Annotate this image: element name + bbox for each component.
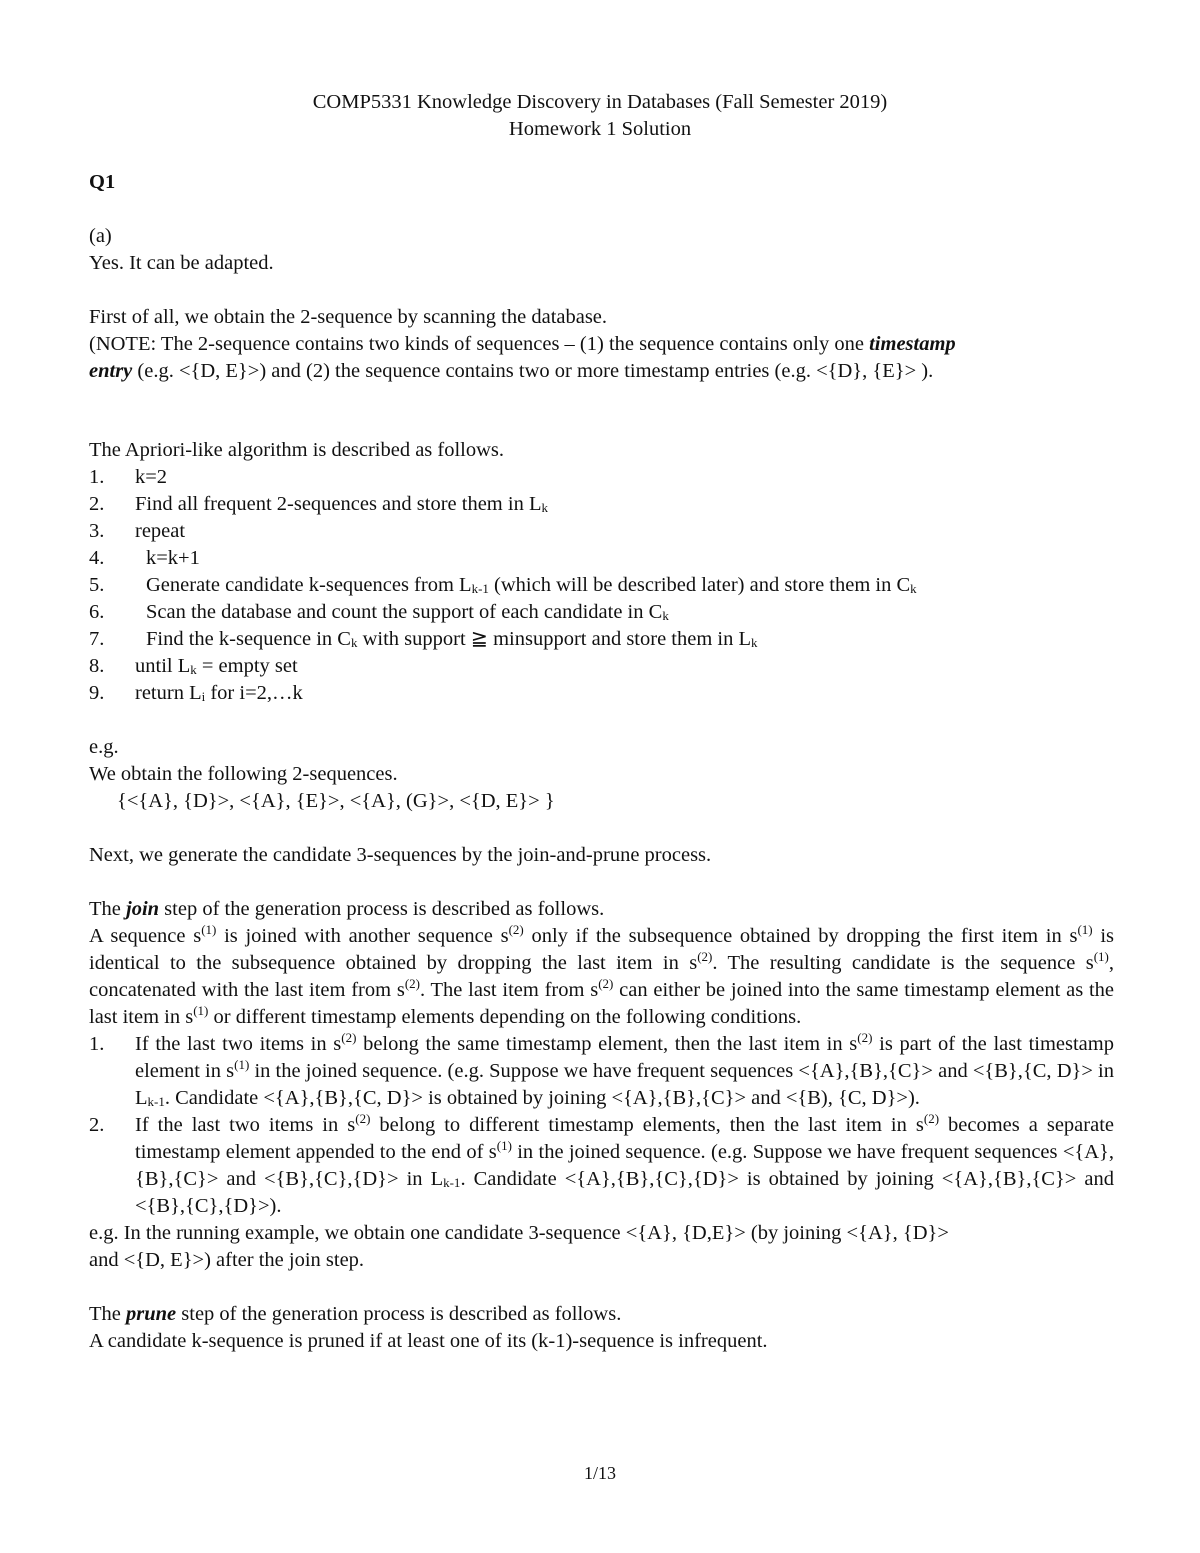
algorithm-step: 9. return $L_i$ for i=2,…k [89,682,303,704]
algorithm-step: 7. Find the k-sequence in $C_k$ with support ≧ minsupport and store them in $L_k$ [89,628,758,650]
note-paragraph-line-2: entry (e.g. <{D, E}>) and (2) the sequence contains two or more timestamp entries (e.g. <{D}, {E}> ). [89,360,934,382]
join-example-line-2: and <{D, E}>) after the join step. [89,1249,365,1271]
intro-paragraph: First of all, we obtain the 2-sequence by scanning the database. [89,306,608,328]
page-number: 1/13 [583,1463,616,1483]
join-heading: The join step of the generation process is described as follows. [89,898,605,920]
algorithm-step: 8. until $L_k$ = empty set [89,655,298,677]
answer-text: Yes. It can be adapted. [89,252,274,274]
document-header [0,89,1200,143]
algorithm-step: 6. Scan the database and count the support of each candidate in $C_k$ [89,601,669,623]
question-label: Q1 [89,171,116,193]
note-paragraph-line-1: (NOTE: The 2-sequence contains two kinds of sequences – (1) the sequence contains only one timestamp [89,333,956,355]
algorithm-steps [89,464,1114,707]
algorithm-step: 1. k=2 [89,466,168,488]
algorithm-intro: The Apriori-like algorithm is described as follows. [89,439,505,461]
document-title: COMP5331 Knowledge Discovery in Databases (Fall Semester 2019) [312,91,888,113]
algorithm-step: 5. Generate candidate k-sequences from $L_{k-1}$ (which will be described later) and store them in $C_k$ [89,574,917,596]
example-label: e.g. [89,736,119,758]
algorithm-step: 3. repeat [89,520,186,542]
join-example-line-1: e.g. In the running example, we obtain one candidate 3-sequence <{A}, {D,E}> (by joining <{A}, {D}> [89,1222,949,1244]
algorithm-step: 4. k=k+1 [89,547,200,569]
algorithm-step: 2. Find all frequent 2-sequences and store them in $L_k$ [89,493,548,515]
document-subtitle: Homework 1 Solution [508,118,692,140]
example-sequence-set: {<{A}, {D}>, <{A}, {E}>, <{A}, (G}>, <{D, E}> } [117,790,555,812]
document-body [89,169,1114,1355]
join-description: A sequence $s^{(1)}$ is joined with another sequence $s^{(2)}$ only if the subsequence obtained by dropping the first item in $s^{(1)}$ is identical to the subsequence obtained by dropping the last item in $s^{(2)}$. The resulting candidate is the sequence $s^{(1)}$, concatenated with the last item from $s^{(2)}$. The last item from $s^{(2)}$ can either be joined into the same timestamp element as the last item in $s^{(1)}$ or different timestamp elements depending on the following conditions. [89,922,1114,1028]
prune-description: A candidate k-sequence is pruned if at least one of its (k-1)-sequence is infrequent. [89,1330,768,1352]
prune-heading: The prune step of the generation process is described as follows. [89,1303,622,1325]
next-paragraph: Next, we generate the candidate 3-sequences by the join-and-prune process. [89,844,712,866]
join-condition-1: 1. If the last two items in $s^{(2)}$ belong the same timestamp element, then the last item in $s^{(2)}$ is part of the last timestamp element in $s^{(1)}$ in the joined sequence. (e.g. Suppose we have frequent sequences <{A},{B},{C}> and <{B},{C, D}> in $L_{k-1}$. Candidate <{A},{B},{C, D}> is obtained by joining <{A},{B},{C}> and <{B), {C, D}>). [89,1030,1114,1109]
part-label: (a) [89,225,112,247]
example-text: We obtain the following 2-sequences. [89,763,398,785]
join-condition-2: 2. If the last two items in $s^{(2)}$ belong to different timestamp elements, then the last item in $s^{(2)}$ becomes a separate timestamp element appended to the end of $s^{(1)}$ in the joined sequence. (e.g. Suppose we have frequent sequences <{A},{B},{C}> and <{B},{C},{D}> in $L_{k-1}$. Candidate <{A},{B},{C},{D}> is obtained by joining <{A},{B},{C}> and <{B},{C},{D}>). [89,1111,1114,1217]
